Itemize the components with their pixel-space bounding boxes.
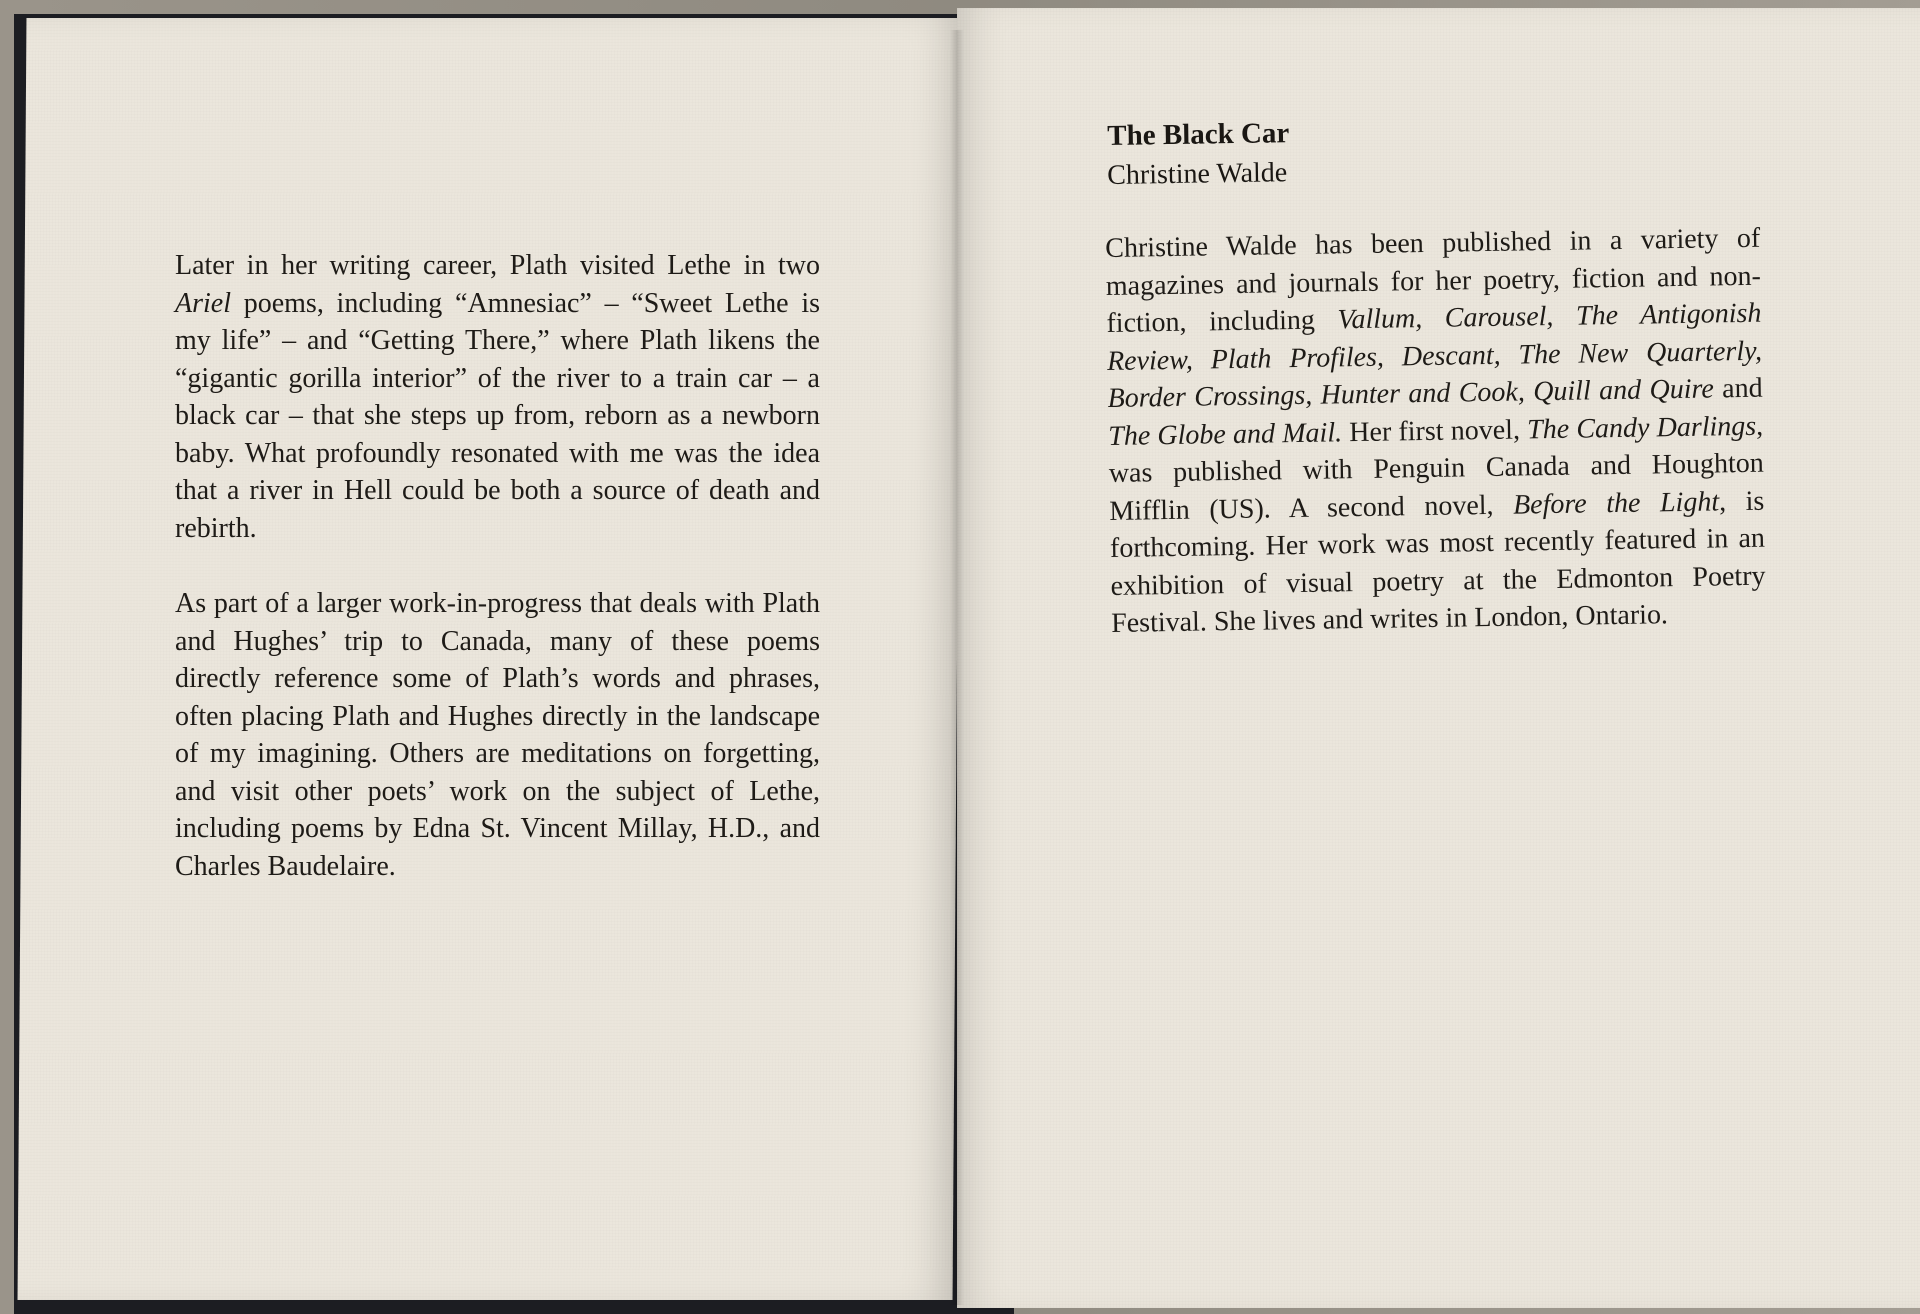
right-page [957,8,1920,1308]
publications-italic: Vallum, Carousel, The Antigonish Review, Plath Profiles, Descant, The New Quarterly, Border Crossings, Hunter and Cook, Quill and Quire [1106,297,1763,414]
novel-1-italic: The Candy Darlings [1526,410,1757,445]
left-page-text [175,247,820,923]
poem-title: The Black Car [1107,117,1290,152]
bio-text: , is forthcoming. Her work was most recently featured in an exhibition of visual poetry at the Edmonton Poetry Festival. She lives and writes in London, Ontario. [1109,485,1766,639]
bio-text: , was published with Penguin Canada and Houghton Mifflin (US). A second novel, [1108,410,1764,527]
bio-text: Her first novel, [1341,413,1528,448]
text-span: Later in her writing career, Plath visited Lethe in two [175,250,820,281]
author-name: Christine Walde [1107,157,1288,191]
ariel-italic: Ariel [175,287,231,319]
text-span: poems, including “Amnesiac” – “Sweet Lethe is my life” – and “Getting There,” where Plath likens the “gigantic gorilla interior” of the river to a train car – a black car – that she steps up from, reborn as a newborn baby. What profoundly resonated with me was the idea that a river in Hell could be both a source of death and rebirth. [175,287,820,544]
globe-italic: The Globe and Mail. [1107,416,1343,452]
novel-2-italic: Before the Light [1512,485,1720,521]
book-gutter [950,30,964,1305]
left-paragraph-1 [175,247,820,547]
left-paragraph-2: As part of a larger work-in-progress that deals with Plath and Hughes’ trip to Canada, many of these poems directly reference some of Plath’s words and phrases, often placing Plath and Hughes directly in the landscape of my imagining. Others are meditations on forgetting, and visit other poets’ work on the subject of Lethe, including poems by Edna St. Vincent Millay, H.D., and Charles Baudelaire. [175,588,820,882]
bio-text: Christine Walde has been published in a variety of magazines and journals for her poetry, fiction and non-fiction, including [1105,222,1762,339]
bio-text: and [1713,372,1763,405]
author-bio [1105,220,1766,643]
